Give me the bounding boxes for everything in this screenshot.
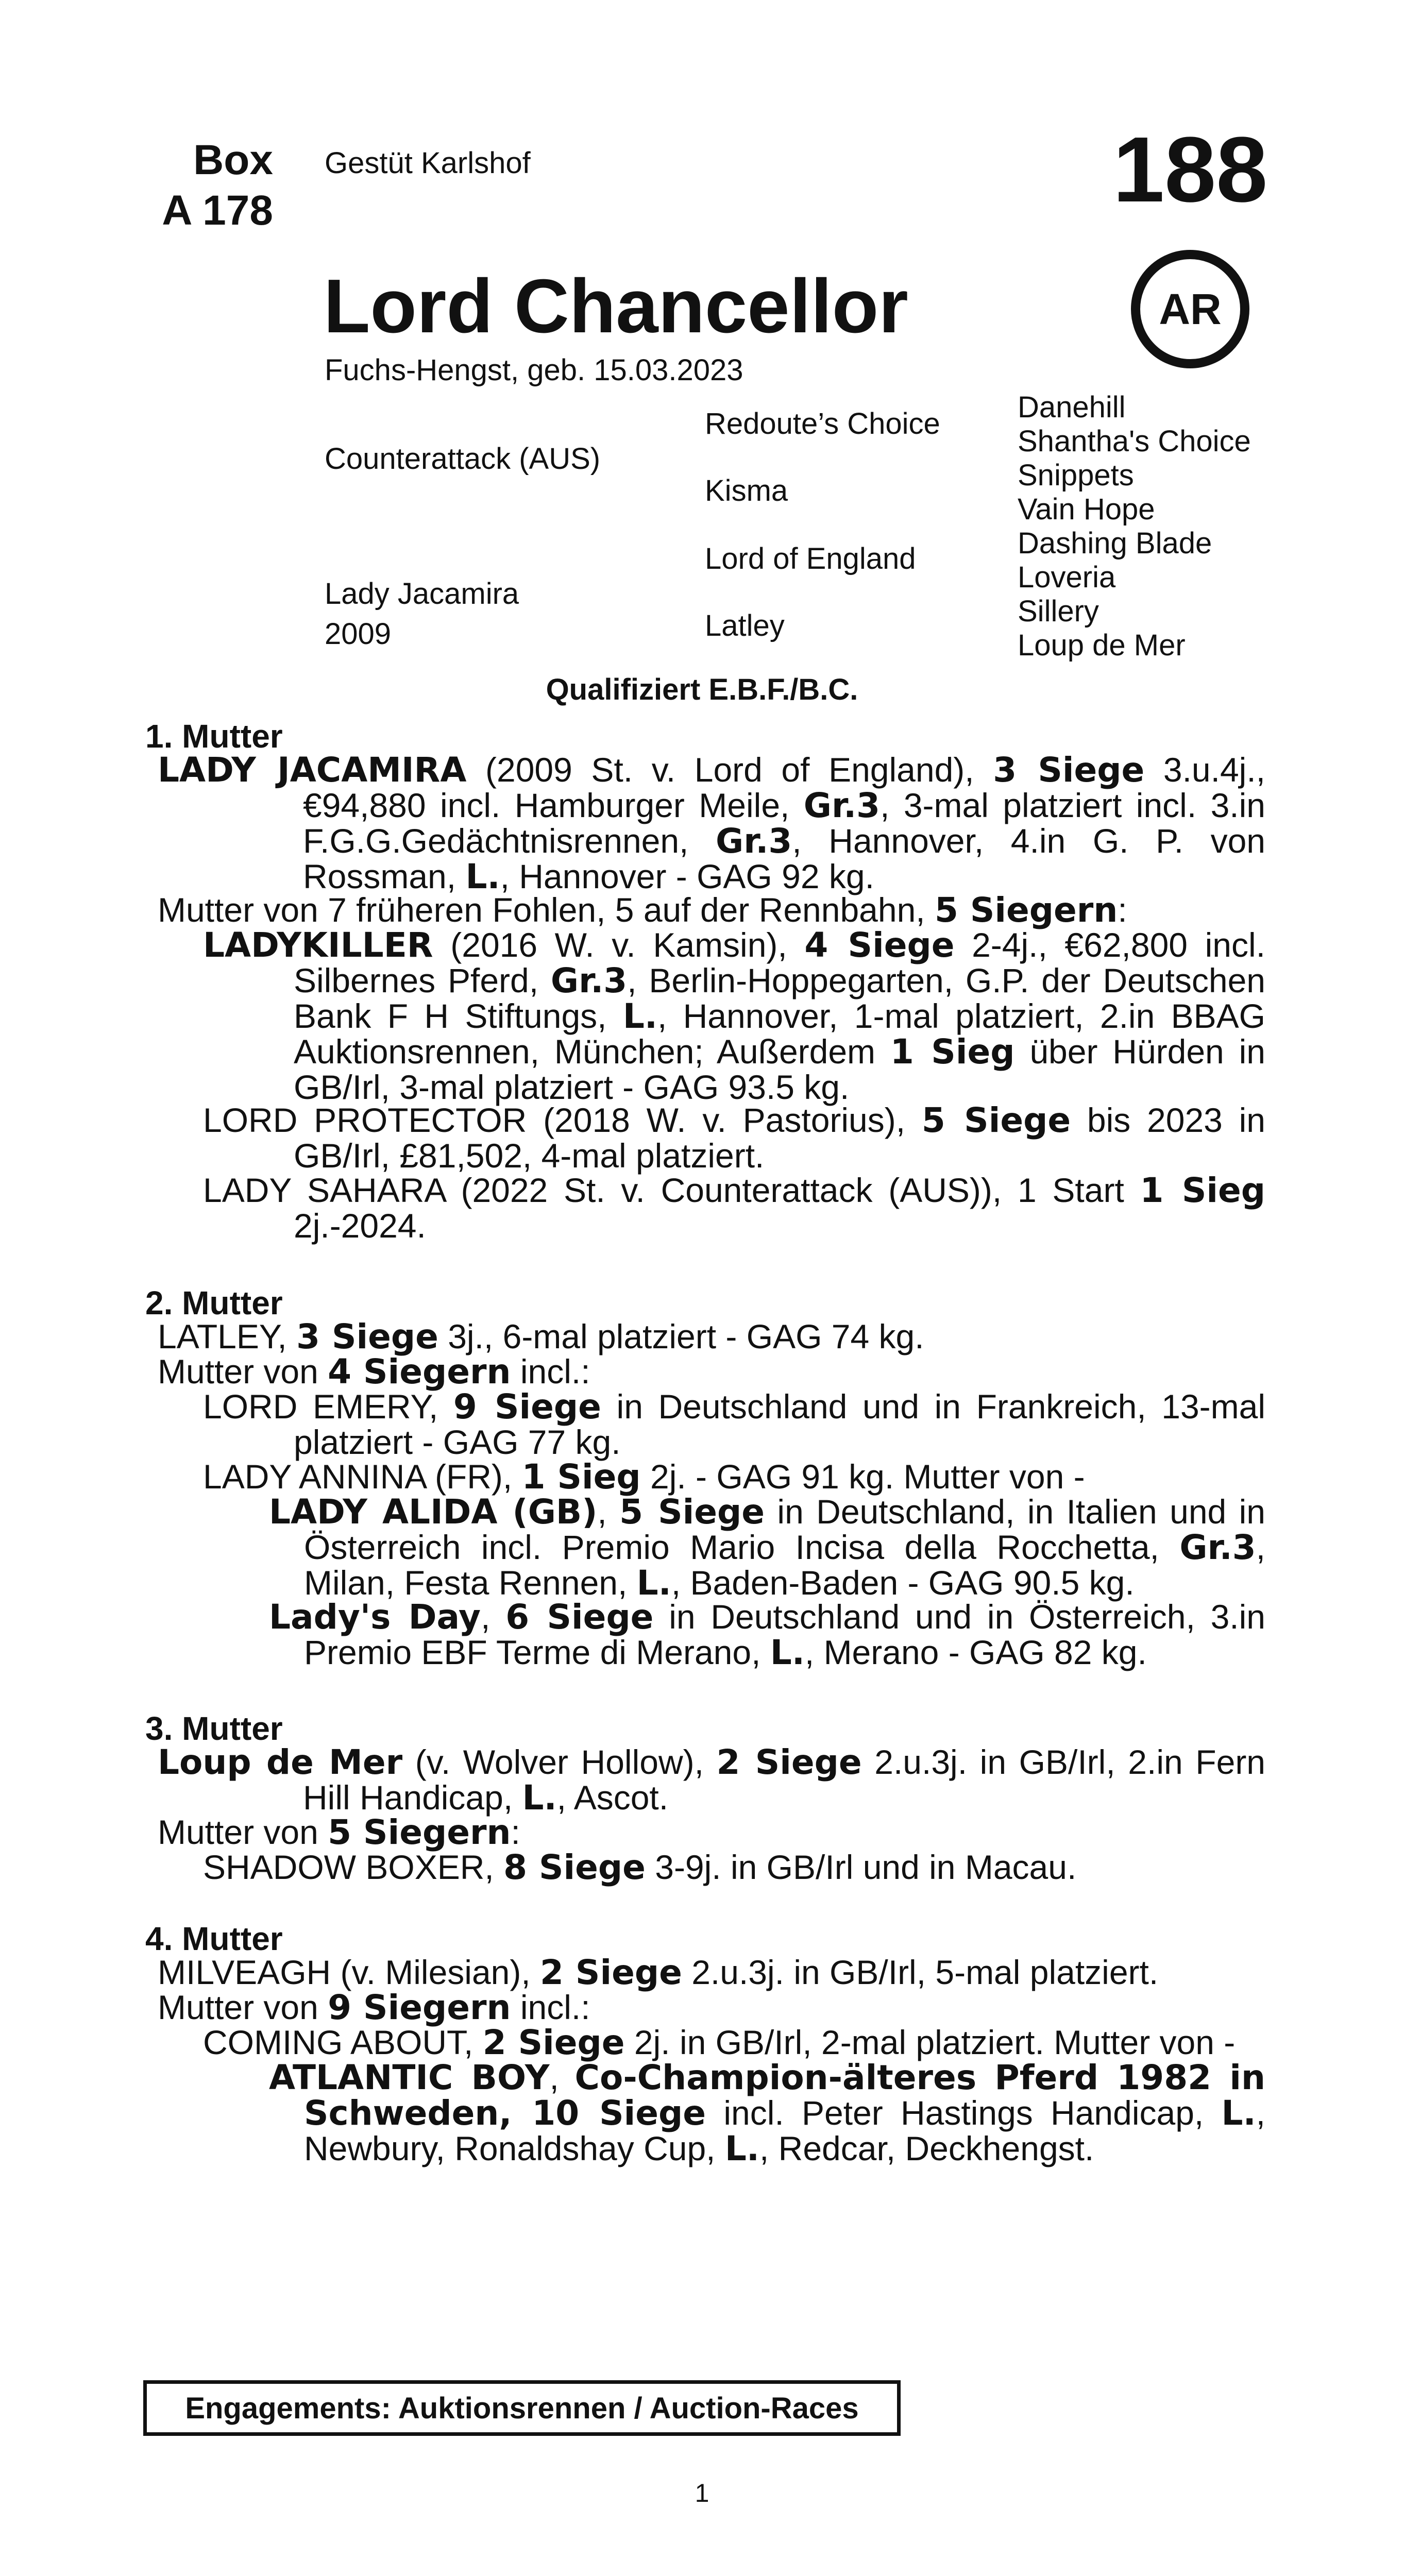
text: LORD PROTECTOR (2018 W. v. Pastorius), xyxy=(203,1101,922,1139)
listed: L. xyxy=(770,1633,805,1672)
text: LATLEY, xyxy=(158,1317,297,1355)
text: , Milan, Festa Rennen, xyxy=(304,1528,1265,1602)
pedigree-gen3-item: Vain Hope xyxy=(1018,493,1155,526)
text: 2.u.3j. in GB/Irl, 5-mal platziert. xyxy=(682,1953,1159,1991)
wins: 2 Siege xyxy=(482,2023,625,2062)
text: 2j.-2024. xyxy=(294,1207,426,1245)
qualification: Qualifiziert E.B.F./B.C. xyxy=(546,673,858,706)
text: 3.u.4j., €94,880 incl. Hamburger Meile, xyxy=(303,751,1266,824)
text: LADY SAHARA (2022 St. v. Counterattack (AUS)), 1 Start xyxy=(203,1171,1140,1209)
wins: 2 Siege xyxy=(540,1953,682,1992)
section-title-m2: 2. Mutter xyxy=(145,1284,283,1321)
m1-lord-protector xyxy=(203,1100,1266,1175)
wins: 1 Sieg xyxy=(1140,1171,1265,1210)
m2-lady-alida xyxy=(269,1494,1265,1601)
engagements-text: Engagements: Auktionsrennen / Auction-Races xyxy=(185,2391,859,2425)
pedigree-dam-dam: Latley xyxy=(705,609,785,642)
text: , xyxy=(481,1598,506,1636)
box-number: A 178 xyxy=(162,187,273,234)
text: LADY ANNINA (FR), xyxy=(203,1458,522,1496)
name: ATLANTIC BOY xyxy=(269,2058,550,2097)
text: : xyxy=(1118,891,1127,929)
listed: L. xyxy=(724,2129,759,2168)
wins: 1 Sieg xyxy=(521,1457,641,1497)
pedigree-sire-sire: Redoute’s Choice xyxy=(705,407,940,440)
text: 2j. - GAG 91 kg. Mutter von - xyxy=(640,1458,1085,1496)
pedigree-gen3-item: Dashing Blade xyxy=(1018,527,1212,560)
pedigree-sire-dam: Kisma xyxy=(705,474,788,507)
wins: 1 Sieg xyxy=(890,1032,1015,1072)
text: 2j. in GB/Irl, 2-mal platziert. Mutter von - xyxy=(624,2023,1236,2061)
listed: L. xyxy=(622,996,657,1036)
text: (2016 W. v. Kamsin), xyxy=(433,926,805,964)
pedigree-gen3-item: Sillery xyxy=(1018,595,1099,628)
m2-lady-annina xyxy=(203,1459,1085,1495)
pedigree-gen3-item: Loup de Mer xyxy=(1018,629,1186,662)
text: : xyxy=(511,1813,520,1851)
text: (v. Wolver Hollow), xyxy=(402,1743,717,1781)
engagements-box xyxy=(143,2380,901,2436)
champion: Co-Champion-älteres Pferd 1982 in Schweden, 10 Siege xyxy=(304,2058,1265,2133)
listed: L. xyxy=(522,1778,557,1818)
text: in Deutschland und in Frankreich, 13-mal platziert - GAG 77 kg. xyxy=(294,1387,1266,1461)
m4-produce xyxy=(158,1990,590,2025)
pedigree-gen3-item: Snippets xyxy=(1018,459,1134,492)
winners: 5 Siegern xyxy=(934,890,1118,930)
owner: Gestüt Karlshof xyxy=(325,146,531,180)
text: incl. Peter Hastings Handicap, xyxy=(706,2094,1222,2132)
text: Mutter von xyxy=(158,1813,328,1851)
text: (2009 St. v. Lord of England), xyxy=(466,751,993,789)
m1-name: LADY JACAMIRA xyxy=(158,750,467,790)
winners: 5 Siegern xyxy=(328,1812,511,1852)
text: COMING ABOUT, xyxy=(203,2023,483,2061)
horse-name: Lord Chancellor xyxy=(324,264,908,349)
text: 2-4j., €62,800 incl. Silbernes Pferd, xyxy=(294,926,1265,999)
text: , Hannover, 4.in G. P. von Rossman, xyxy=(303,822,1266,895)
section-title-m4: 4. Mutter xyxy=(145,1920,283,1957)
name: LADY ALIDA (GB) xyxy=(269,1492,598,1532)
pedigree-sire: Counterattack (AUS) xyxy=(325,442,601,476)
text: Mutter von xyxy=(158,1352,328,1391)
winners: 4 Siegern xyxy=(328,1352,511,1392)
wins: 6 Siege xyxy=(505,1597,654,1637)
wins: 9 Siege xyxy=(453,1387,601,1427)
text: , Hannover - GAG 92 kg. xyxy=(500,857,874,895)
wins: 3 Siege xyxy=(993,750,1145,790)
text: MILVEAGH (v. Milesian), xyxy=(158,1953,540,1991)
text: in Deutschland und in Österreich, 3.in Premio EBF Terme di Merano, xyxy=(304,1598,1265,1671)
wins: 3 Siege xyxy=(296,1317,438,1357)
m2-lord-emery xyxy=(203,1389,1265,1460)
text: , 3-mal platziert incl. 3.in F.G.G.Gedächtnisrennen, xyxy=(303,786,1265,860)
text: bis 2023 in GB/Irl, £81,502, 4-mal platziert. xyxy=(294,1101,1266,1175)
name: Lady's Day xyxy=(269,1597,481,1637)
m4-atlantic-boy xyxy=(269,2060,1265,2166)
text: Mutter von 7 früheren Fohlen, 5 auf der Rennbahn, xyxy=(158,891,935,929)
box-label xyxy=(155,135,273,236)
name: Loup de Mer xyxy=(158,1742,403,1782)
text: über Hürden in GB/Irl, 3-mal platziert - GAG 93.5 kg. xyxy=(294,1032,1265,1106)
ar-badge xyxy=(1131,250,1249,368)
text: incl.: xyxy=(511,1352,590,1391)
page-number: 1 xyxy=(695,2479,709,2507)
box-word: Box xyxy=(193,137,273,183)
pedigree-dam-year: 2009 xyxy=(325,617,392,651)
text: 3-9j. in GB/Irl und in Macau. xyxy=(645,1848,1077,1886)
m1-entry xyxy=(158,752,1265,894)
m1-produce xyxy=(158,892,1127,928)
wins: 4 Siege xyxy=(804,925,955,965)
wins: 2 Siege xyxy=(716,1742,862,1782)
listed: L. xyxy=(636,1563,671,1603)
winners: 9 Siegern xyxy=(328,1988,511,2027)
pedigree-gen3-item: Loveria xyxy=(1018,561,1116,594)
grade: Gr.3 xyxy=(550,961,628,1001)
pedigree-dam: Lady Jacamira xyxy=(325,577,519,611)
text: SHADOW BOXER, xyxy=(203,1848,504,1886)
name: LADYKILLER xyxy=(203,925,433,965)
text: in Deutschland, in Italien und in Österreich incl. Premio Mario Incisa della Rocchetta, xyxy=(304,1493,1266,1566)
pedigree-gen3 xyxy=(1018,391,1251,663)
grade: Gr.3 xyxy=(803,786,881,825)
text: , Newbury, Ronaldshay Cup, xyxy=(304,2094,1265,2167)
text: 2.u.3j. in GB/Irl, 2.in Fern Hill Handicap, xyxy=(303,1743,1265,1817)
ar-badge-text: AR xyxy=(1159,284,1222,333)
grade: Gr.3 xyxy=(716,821,792,861)
text: , Ascot. xyxy=(556,1778,669,1817)
pedigree-gen3-item: Danehill xyxy=(1018,391,1126,424)
grade: Gr.3 xyxy=(1179,1528,1256,1567)
pedigree-gen3-item: Shantha's Choice xyxy=(1018,425,1251,458)
wins: 8 Siege xyxy=(503,1848,646,1887)
m3-entry xyxy=(158,1744,1265,1816)
wins: 5 Siege xyxy=(619,1492,765,1532)
m1-lady-sahara xyxy=(203,1173,1265,1243)
pedigree-dam-sire: Lord of England xyxy=(705,542,916,575)
listed: L. xyxy=(465,857,500,896)
lot-number: 188 xyxy=(1113,118,1268,222)
m1-ladykiller xyxy=(203,927,1265,1105)
text: , Baden-Baden - GAG 90.5 kg. xyxy=(671,1564,1135,1602)
horse-description: Fuchs-Hengst, geb. 15.03.2023 xyxy=(325,353,743,387)
wins: 5 Siege xyxy=(921,1100,1071,1140)
text: LORD EMERY, xyxy=(203,1387,453,1426)
m3-shadow-boxer xyxy=(203,1850,1076,1885)
text: Mutter von xyxy=(158,1988,328,2026)
m4-coming-about xyxy=(203,2025,1235,2060)
m4-entry xyxy=(158,1955,1158,1990)
text: , xyxy=(597,1493,620,1531)
text: incl.: xyxy=(511,1988,590,2026)
text: , xyxy=(549,2058,575,2096)
m2-entry xyxy=(158,1317,924,1357)
text: , Berlin-Hoppegarten, G.P. der Deutschen Bank F H Stiftungs, xyxy=(294,961,1265,1035)
text: , Redcar, Deckhengst. xyxy=(759,2129,1094,2167)
m3-produce xyxy=(158,1812,520,1852)
section-title-m3: 3. Mutter xyxy=(145,1710,283,1747)
text: , Merano - GAG 82 kg. xyxy=(804,1633,1147,1671)
text: 3j., 6-mal platziert - GAG 74 kg. xyxy=(438,1317,924,1355)
m2-produce xyxy=(158,1352,590,1392)
listed: L. xyxy=(1221,2093,1256,2133)
section-title-m1: 1. Mutter xyxy=(145,718,283,755)
text: , Hannover, 1-mal platziert, 2.in BBAG Auktionsrennen, München; Außerdem xyxy=(294,997,1265,1071)
m2-ladys-day xyxy=(269,1599,1265,1670)
